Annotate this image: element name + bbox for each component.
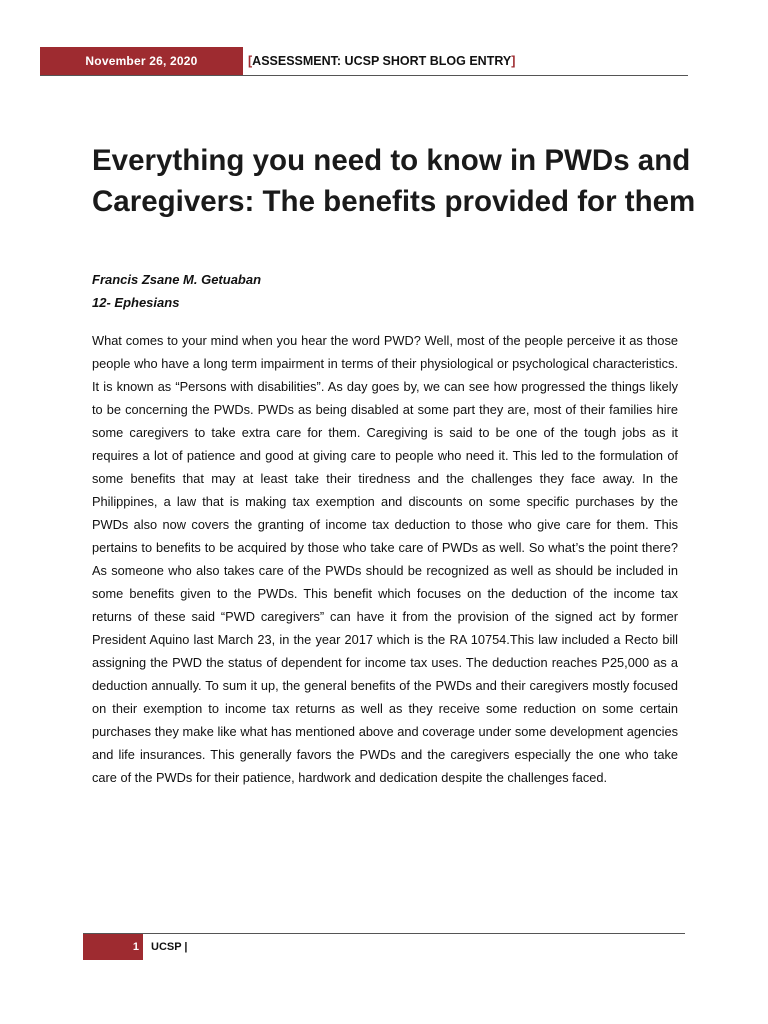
header-bracket-close: ]	[511, 54, 516, 68]
author-name: Francis Zsane M. Getuaban	[92, 272, 262, 287]
body-paragraph: What comes to your mind when you hear the word PWD? Well, most of the people perceive it as those people who have a long term impairment in terms of their physiological or psychological characteristics. It is known as “Persons with disabilities”. As day goes by, we can see how progressed the things likely to be concerning the PWDs. PWDs as being disabled at some part they are, most of their families hire some caregivers to take extra care for them. Caregiving is said to be one of the tough jobs as it requires a lot of patience and good at giving care to people who need it. This led to the formulation of some benefits that may at least take their tiredness and the challenges they face away. In the Philippines, a law that is making tax exemption and discounts on some specific purchases by the PWDs also now covers the granting of income tax deduction to those who give care for them. This pertains to benefits to be acquired by those who take care of PWDs as well. So what’s the point there? As someone who also takes care of the PWDs should be recognized as well as should be included in some benefits given to the PWDs. This benefit which focuses on the deduction of the income tax returns of these said “PWD caregivers” can have it from the provision of the signed act by former President Aquino last March 23, in the year 2017 which is the RA 10754.This law included a Recto bill assigning the PWD the status of dependent for income tax uses. The deduction reaches P25,000 as a deduction annually. To sum it up, the general benefits of the PWDs and their caregivers mostly focused on their exemption to income tax returns as well as they receive some reduction on some certain purchases they make like what has mentioned above and coverage under some development agencies and life insurances. This generally favors the PWDs and the caregivers especially the one who take care of the PWDs for their patience, hardwork and dedication despite the challenges faced.	[92, 333, 678, 785]
author-section: 12- Ephesians	[92, 295, 180, 310]
header-divider	[40, 75, 688, 76]
page-number: 1	[132, 941, 139, 953]
document-title: Everything you need to know in PWDs and Caregivers: The benefits provided for them	[92, 144, 696, 218]
footer-label: UCSP |	[151, 941, 188, 953]
byline	[92, 268, 261, 314]
header-title-text: ASSESSMENT: UCSP SHORT BLOG ENTRY	[252, 54, 512, 68]
header-assessment-title	[248, 47, 515, 75]
header-bracket-open: [	[248, 54, 253, 68]
header-date: November 26, 2020	[85, 54, 198, 68]
